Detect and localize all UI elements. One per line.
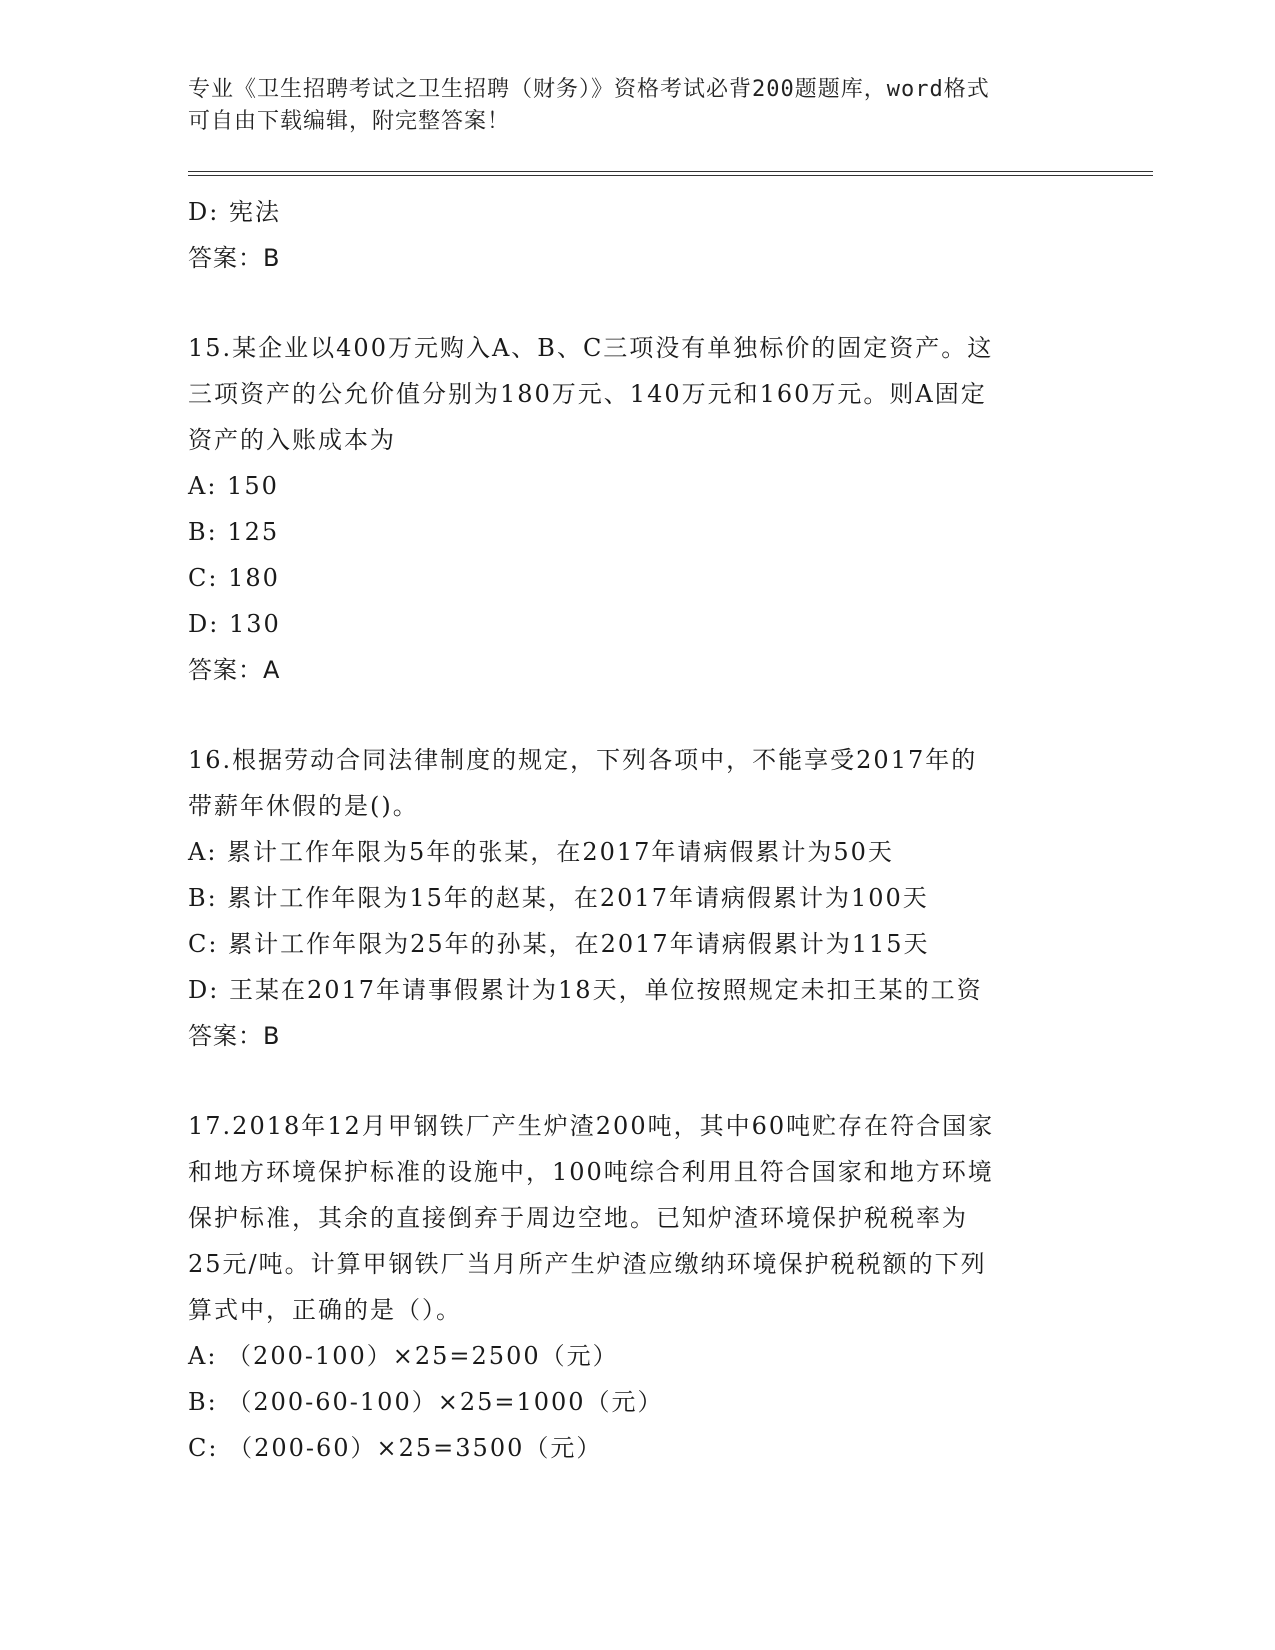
question-text-line: 三项资产的公允价值分别为180万元、140万元和160万元。则A固定 [188,380,987,408]
spacer [188,281,1088,325]
answer-line: 答案：B [188,244,281,272]
spacer [188,1059,1088,1103]
option-b: B: （200-60-100）×25=1000（元） [188,1388,664,1416]
question-text-line: 资产的入账成本为 [188,426,396,454]
header-title-line-1: 专业《卫生招聘考试之卫生招聘（财务）》资格考试必背200题题库，word格式 [188,77,990,102]
previous-question-tail [188,189,1088,281]
option-c: C: 180 [188,564,280,592]
option-a: A: （200-100）×25=2500（元） [188,1342,619,1370]
option-b: B: 125 [188,518,280,546]
question-16 [188,737,1088,1059]
question-text-line: 17.2018年12月甲钢铁厂产生炉渣200吨，其中60吨贮存在符合国家 [188,1112,995,1140]
answer-line: 答案：B [188,1022,281,1050]
page-header [188,74,1068,138]
option-b: B: 累计工作年限为15年的赵某，在2017年请病假累计为100天 [188,884,929,912]
question-15 [188,325,1088,693]
option-d: D: 130 [188,610,281,638]
question-text-line: 16.根据劳动合同法律制度的规定，下列各项中，不能享受2017年的 [188,746,978,774]
question-text-line: 带薪年休假的是()。 [188,792,419,820]
question-text-line: 算式中，正确的是（）。 [188,1296,462,1324]
answer-line: 答案：A [188,656,281,684]
header-divider-bottom [188,175,1153,176]
question-text-line: 25元/吨。计算甲钢铁厂当月所产生炉渣应缴纳环境保护税税额的下列 [188,1250,987,1278]
question-text-line: 15.某企业以400万元购入A、B、C三项没有单独标价的固定资产。这 [188,334,994,362]
header-title-line-2: 可自由下载编辑，附完整答案！ [188,109,511,134]
spacer [188,693,1088,737]
option-a: A: 150 [188,472,279,500]
option-c: C: 累计工作年限为25年的孙某，在2017年请病假累计为115天 [188,930,930,958]
option-d: D: 王某在2017年请事假累计为18天，单位按照规定未扣王某的工资 [188,976,983,1004]
option-a: A: 累计工作年限为5年的张某，在2017年请病假累计为50天 [188,838,894,866]
option-d: D: 宪法 [188,198,281,226]
option-c: C: （200-60）×25=3500（元） [188,1434,603,1462]
question-text-line: 和地方环境保护标准的设施中，100吨综合利用且符合国家和地方环境 [188,1158,994,1186]
header-divider-top [188,171,1153,172]
question-content [188,189,1088,1471]
question-text-line: 保护标准，其余的直接倒弃于周边空地。已知炉渣环境保护税税率为 [188,1204,968,1232]
question-17 [188,1103,1088,1471]
